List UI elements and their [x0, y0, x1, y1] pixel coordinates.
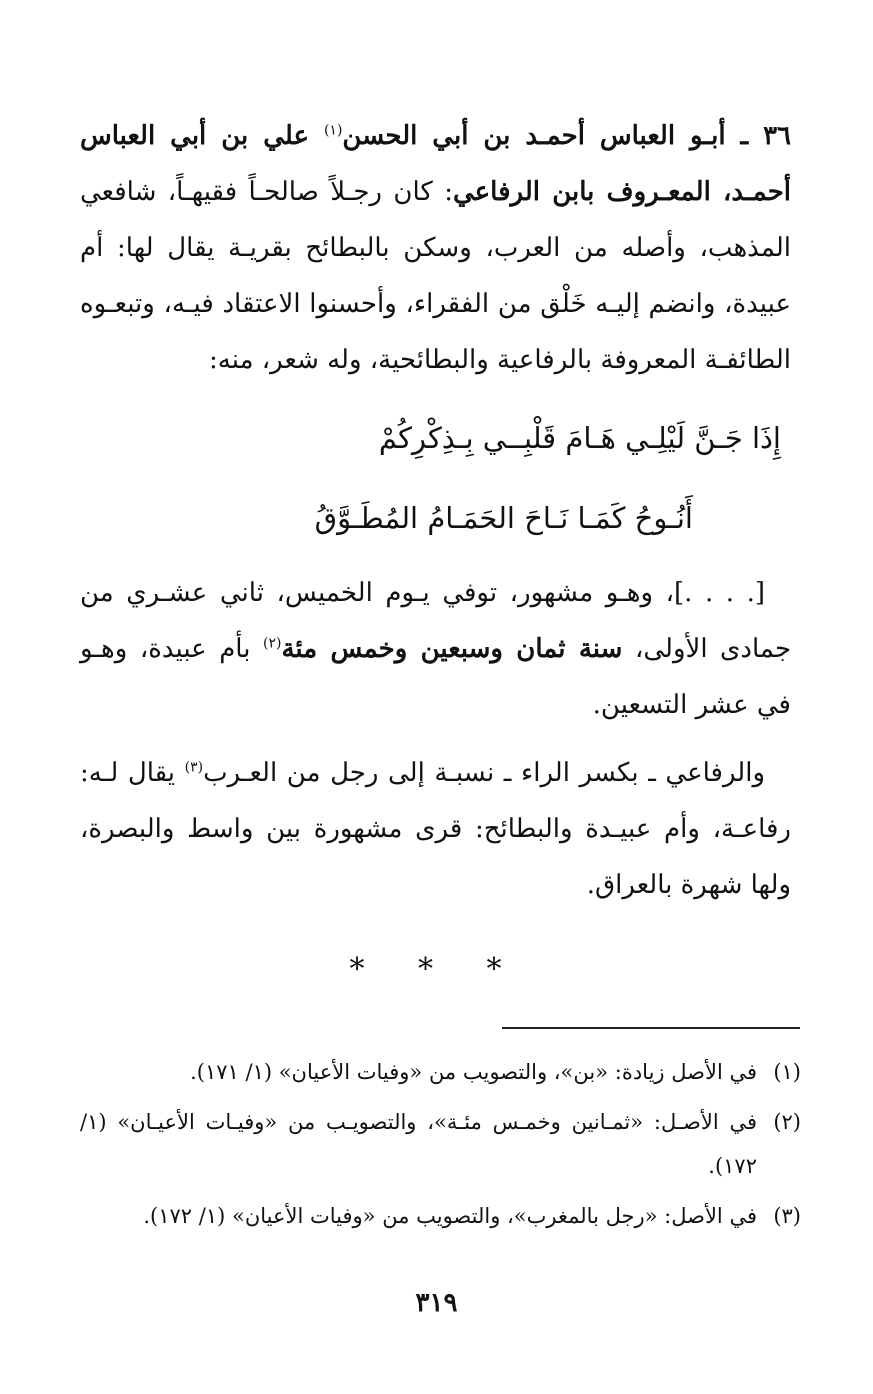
- section-divider: * * *: [349, 952, 524, 987]
- death-text-start: [. . . .]، وهـو مشهور، توفي يـوم الخميس، ثاني عشـري من جمادى الأولى،: [80, 578, 792, 664]
- death-text-end: بأم عبيدة، وهـو في عشر التسعين.: [80, 634, 791, 720]
- death-text: [80, 565, 791, 733]
- footnote-2: [80, 1100, 801, 1188]
- death-paragraph: [80, 565, 791, 733]
- entry-heading: ٣٦ ـ أبـو العباس أحمـد بن أبي الحسن: [342, 121, 791, 151]
- nisba-text-end: يقال لـه: رفاعـة، وأم عبيـدة والبطائح: قرى مشهورة بين واسط والبصرة، ولها شهرة بالعراق.: [80, 758, 791, 900]
- nisba-text-start: والرفاعي ـ بكسر الراء ـ نسبـة إلى رجل من العـرب: [203, 758, 766, 788]
- footnote-text: في الأصل: «رجل بالمغرب»، والتصويب من «وفيات الأعيان» (١/ ١٧٢).: [143, 1204, 757, 1228]
- footnote-ref-1[interactable]: (١): [323, 122, 343, 139]
- footnote-ref-3[interactable]: (٣): [184, 759, 204, 776]
- footnote-3: [80, 1194, 801, 1238]
- footnote-ref-2[interactable]: (٢): [263, 635, 282, 652]
- death-year: سنة ثمان وسبعين وخمس مئة: [281, 634, 623, 664]
- entry-body: : كان رجـلاً صالحـاً فقيهـاً، شافعي المذهب، وأصله من العرب، وسكن بالبطائح بقريـة يقال لها: أم عبيدة، وانضم إليـه خَلْق من الفقراء، وأحسنوا الاعتقاد فيـه، وتبعـوه الطائفـة المعروفة بالرفاعية والبطائحية، وله شعر، منه:: [80, 177, 791, 375]
- footnote-text: في الأصل زيادة: «بن»، والتصويب من «وفيات الأعيان» (١/ ١٧١).: [190, 1060, 757, 1084]
- entry-text: [80, 108, 791, 388]
- page-number: ٣١٩: [415, 1288, 458, 1318]
- entry-name: علي بن أبي العباس أحمـد، المعـروف بابن الرفاعي: [80, 121, 792, 207]
- footnote-number: (١): [773, 1060, 801, 1084]
- footnote-number: (٢): [773, 1110, 801, 1134]
- footnote-text: في الأصـل: «ثمـانين وخمـس مئـة»، والتصويـب من «وفيـات الأعيـان» (١/ ١٧٢).: [80, 1110, 757, 1178]
- footnote-rule: [502, 1027, 800, 1029]
- entry-paragraph: [80, 108, 791, 388]
- footnotes: [80, 1050, 801, 1244]
- footnote-number: (٣): [773, 1204, 801, 1228]
- nisba-paragraph: [80, 745, 791, 913]
- footnote-1: [80, 1050, 801, 1094]
- verse-line-1: إِذَا جَـنَّ لَيْلِـي هَـامَ قَلْبِــي بِـذِكْرِكُمْ: [378, 421, 781, 455]
- nisba-text: [80, 745, 791, 913]
- verse-line-2: أَنُـوحُ كَمَـا نَـاحَ الحَمَـامُ المُطَـوَّقُ: [314, 501, 693, 535]
